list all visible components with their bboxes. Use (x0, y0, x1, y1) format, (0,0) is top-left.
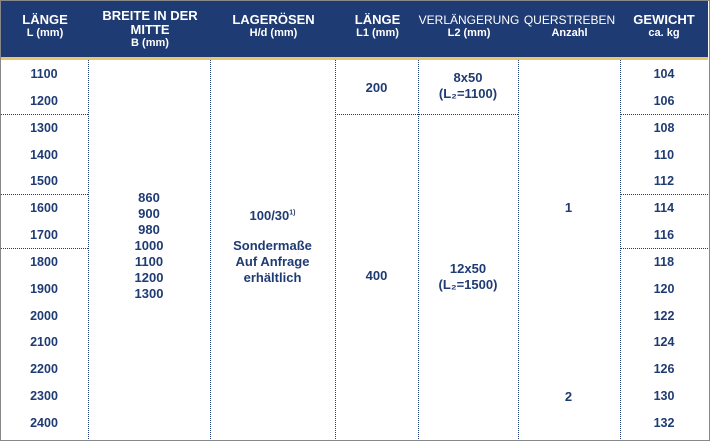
length-cell: 1500 (30, 174, 58, 188)
weight-cell: 110 (653, 148, 675, 162)
footnote-marker: 1) (289, 209, 296, 217)
length-cell: 1100 (30, 67, 58, 81)
row-divider (620, 248, 708, 249)
weight-cell: 124 (653, 335, 675, 349)
weight-cell: 118 (653, 255, 675, 269)
note-line: erhältlich (243, 270, 302, 285)
header-querstreben (519, 1, 620, 57)
header-lageroesen (211, 1, 336, 57)
header-breite (89, 1, 211, 57)
length-cell: 1600 (30, 201, 58, 215)
weight-cell: 114 (653, 201, 675, 215)
length-cell: 1800 (30, 255, 58, 269)
breite-value: 1200 (134, 270, 164, 285)
verlaengerung-cell (418, 70, 518, 102)
row-divider (1, 114, 88, 115)
row-divider (418, 114, 518, 115)
column-divider (620, 60, 621, 439)
breite-value: 860 (138, 190, 160, 205)
querstreben-cell: 2 (564, 389, 573, 404)
length-cell: 1300 (30, 121, 58, 135)
row-divider (1, 194, 88, 195)
length-cell: 2100 (30, 335, 58, 349)
header-sub: L2 (mm) (447, 27, 491, 39)
verlaengerung-value: 12x50 (449, 261, 487, 276)
weight-cell: 112 (653, 174, 675, 188)
length-cell: 1900 (30, 282, 58, 296)
header-sub: B (mm) (131, 37, 169, 49)
header-sub: L1 (mm) (356, 27, 399, 39)
row-divider (620, 194, 708, 195)
breite-value: 980 (138, 222, 160, 237)
header-title: LAGERÖSEN (232, 12, 315, 27)
header-sub: ca. kg (648, 27, 680, 39)
header-sub: Anzahl (551, 27, 588, 39)
verlaengerung-value: 8x50 (453, 70, 483, 85)
length-cell: 1400 (30, 148, 58, 162)
header-title: LÄNGE (22, 12, 68, 27)
column-divider (335, 60, 336, 439)
header-sub: H/d (mm) (249, 27, 298, 39)
weight-cell: 106 (653, 94, 675, 108)
note-line: Auf Anfrage (235, 254, 310, 269)
lageroesen-dimension: 100/30 (249, 208, 290, 223)
weight-cell: 132 (653, 416, 675, 430)
weight-cell: 120 (653, 282, 675, 296)
header-laenge (1, 1, 89, 57)
breite-value: 1000 (134, 238, 164, 253)
verlaengerung-cell (418, 261, 518, 293)
breite-value: 900 (138, 206, 160, 221)
length-cell: 2400 (30, 416, 58, 430)
length-cell: 2300 (30, 389, 58, 403)
column-divider (418, 60, 419, 439)
weight-cell: 104 (653, 67, 675, 81)
l1-cell: 200 (365, 80, 388, 95)
weight-cell: 130 (653, 389, 675, 403)
length-cell: 1700 (30, 228, 58, 242)
note-line: Sondermaße (233, 238, 312, 253)
header-title: QUERSTREBEN (523, 13, 616, 27)
weight-cell: 116 (653, 228, 675, 242)
header-sub: L (mm) (26, 27, 64, 39)
row-divider (620, 114, 708, 115)
header-gewicht (620, 1, 708, 57)
row-divider (1, 248, 88, 249)
breite-list (88, 190, 210, 302)
weight-cell: 126 (653, 362, 675, 376)
breite-value: 1100 (134, 254, 164, 269)
lageroesen-value (210, 208, 335, 224)
column-divider (518, 60, 519, 439)
verlaengerung-detail: (L₂=1500) (438, 277, 498, 292)
header-verlaengerung (419, 1, 519, 57)
row-divider (335, 114, 418, 115)
querstreben-cell: 1 (564, 200, 573, 215)
header-title: LÄNGE (354, 12, 401, 27)
header-title: GEWICHT (633, 12, 695, 27)
weight-cell: 122 (653, 309, 675, 323)
header-accent-line (1, 57, 708, 60)
header-laenge-l1 (336, 1, 419, 57)
header-title: BREITE IN DER MITTE (102, 8, 198, 37)
breite-value: 1300 (134, 286, 164, 301)
weight-cell: 108 (653, 121, 675, 135)
length-cell: 2200 (30, 362, 58, 376)
header-title: VERLÄNGERUNG (418, 13, 520, 27)
length-cell: 1200 (30, 94, 58, 108)
table-header (1, 1, 708, 57)
verlaengerung-detail: (L₂=1100) (438, 86, 498, 101)
lageroesen-note (210, 238, 335, 286)
l1-cell: 400 (365, 268, 388, 283)
length-cell: 2000 (30, 309, 58, 323)
